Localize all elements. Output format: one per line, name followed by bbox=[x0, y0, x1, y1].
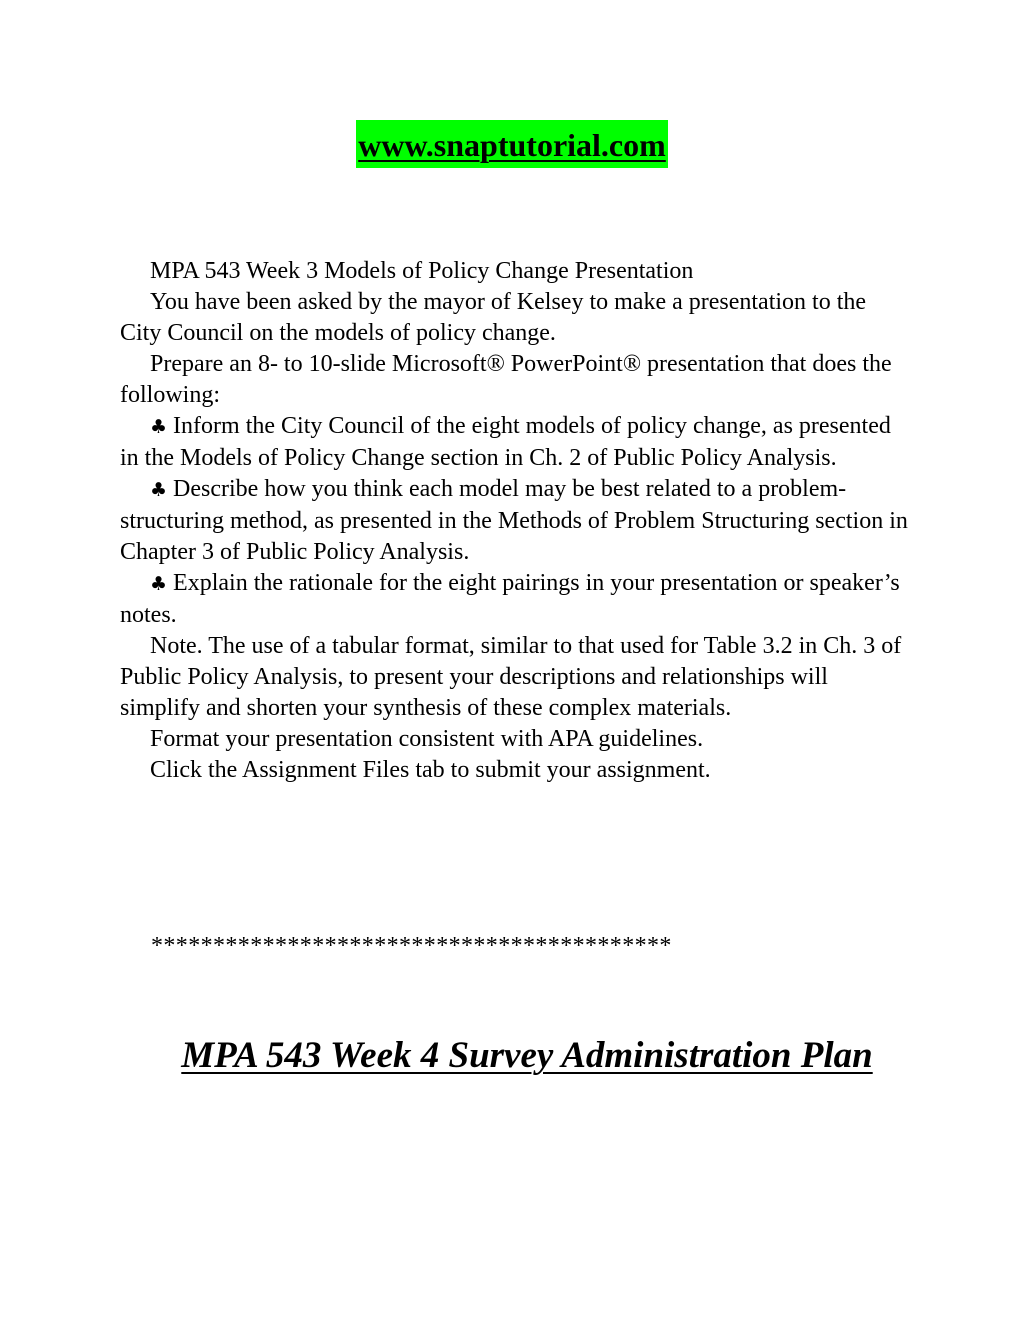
site-link[interactable]: www.snaptutorial.com bbox=[356, 120, 668, 168]
bullet-text: Inform the City Council of the eight models of policy change, as presented in the Models of Policy Change section in Ch. 2 of Public Policy Analysis. bbox=[120, 413, 891, 471]
bullet-text: Describe how you think each model may be best related to a problem-structuring method, as presented in the Methods of Problem Structuring section in Chapter 3 of Public Policy Analysis. bbox=[120, 476, 908, 565]
site-link-container bbox=[0, 120, 1024, 168]
assignment-intro: You have been asked by the mayor of Kelsey to make a presentation to the City Council on the models of policy change. bbox=[120, 289, 867, 346]
bullet-item bbox=[120, 411, 910, 474]
assignment-title: MPA 543 Week 3 Models of Policy Change Presentation bbox=[150, 258, 694, 284]
club-bullet-icon: ♣ bbox=[150, 479, 168, 501]
bullet-item bbox=[120, 568, 910, 631]
club-bullet-icon: ♣ bbox=[150, 416, 168, 438]
bullet-item bbox=[120, 474, 910, 568]
club-bullet-icon: ♣ bbox=[150, 573, 168, 595]
assignment-submit: Click the Assignment Files tab to submit your assignment. bbox=[150, 757, 711, 783]
separator-stars: ****************************************** bbox=[151, 933, 672, 959]
assignment-note: Note. The use of a tabular format, similar to that used for Table 3.2 in Ch. 3 of Public Policy Analysis, to present your descriptions and relationships will simplify and shorten your synthesis of these complex materials. bbox=[120, 633, 902, 721]
bullet-text: Explain the rationale for the eight pairings in your presentation or speaker’s notes. bbox=[120, 570, 900, 628]
assignment-body bbox=[120, 256, 910, 786]
assignment-prepare: Prepare an 8- to 10-slide Microsoft® PowerPoint® presentation that does the following: bbox=[120, 351, 892, 408]
assignment-format: Format your presentation consistent with APA guidelines. bbox=[150, 726, 704, 752]
next-assignment-title: MPA 543 Week 4 Survey Administration Plan bbox=[181, 1035, 873, 1076]
